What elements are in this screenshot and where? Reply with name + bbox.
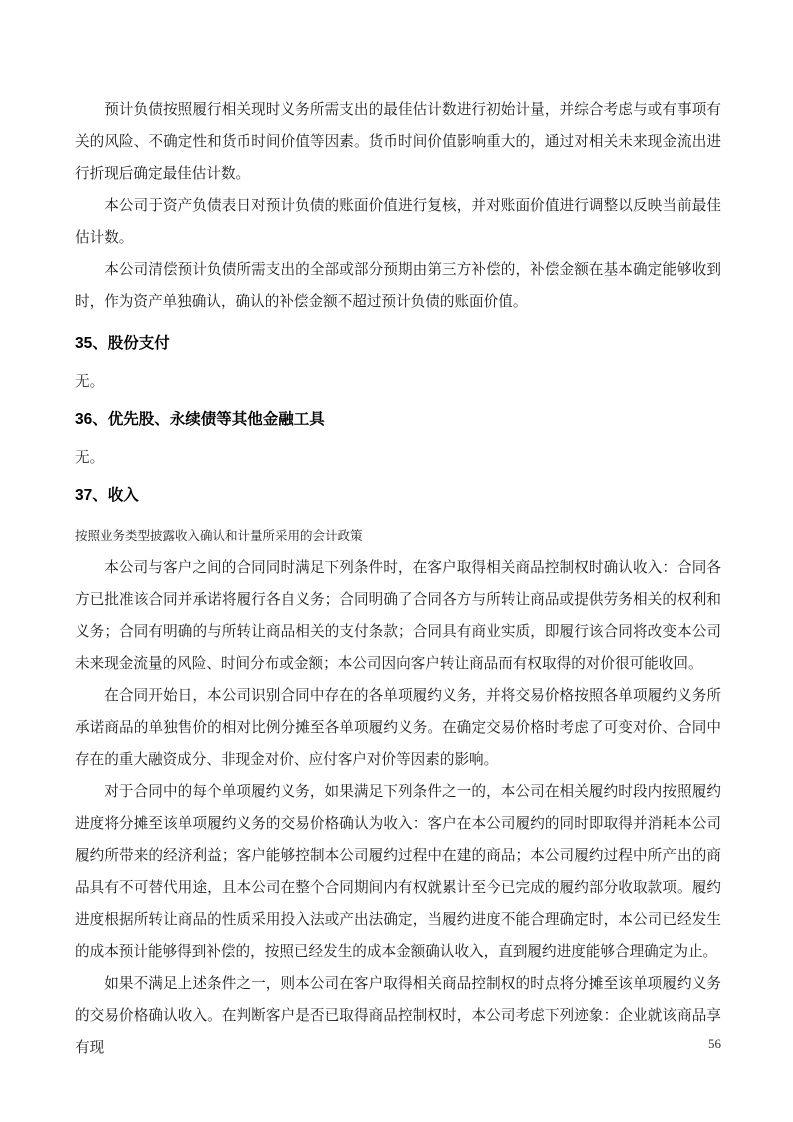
page-number: 56 (708, 1036, 721, 1051)
none-text-other-financial-instruments: 无。 (75, 450, 105, 466)
section-heading-preferred-shares-perpetual-bonds: 36、优先股、永续债等其他金融工具 (75, 411, 325, 428)
paragraph-over-time-recognition: 对于合同中的每个单项履约义务，如果满足下列条件之一的，本公司在相关履约时段内按照履约进度将分摊至该单项履约义务的交易价格确认为收入：客户在本公司履约的同时即取得并消耗本公司履约所带来的经济利益；客户能够控制本公司履约过程中在建的商品；本公司履约过程中所产出的商品具有不可替代用途，且本公司在整个合同期间内有权就累计至今已完成的履约部分收取款项。履约进度根据所转让商品的性质采用投入法或产出法确定，当履约进度不能合理确定时，本公司已经发生的成本预计能够得到补偿的，按照已经发生的成本金额确认收入，直到履约进度能够合理确定为止。 (75, 784, 721, 960)
none-text-share-based-payment: 无。 (75, 374, 105, 390)
paragraph-provision-review: 本公司于资产负债表日对预计负债的账面价值进行复核，并对账面价值进行调整以反映当前最佳估计数。 (75, 198, 721, 246)
paragraph-provision-initial-measurement: 预计负债按照履行相关现时义务所需支出的最佳估计数进行初始计量，并综合考虑与或有事项有关的风险、不确定性和货币时间价值等因素。货币时间价值影响重大的，通过对相关未来现金流出进行折现后确定最佳估计数。 (75, 102, 721, 182)
document-content (75, 0, 721, 1064)
paragraph-point-in-time-recognition: 如果不满足上述条件之一，则本公司在客户取得相关商品控制权的时点将分摊至该单项履约义务的交易价格确认收入。在判断客户是否已取得商品控制权时，本公司考虑下列迹象：企业就该商品享有现 (75, 976, 721, 1056)
paragraph-revenue-recognition-conditions: 本公司与客户之间的合同同时满足下列条件时，在客户取得相关商品控制权时确认收入：合同各方已批准该合同并承诺将履行各自义务；合同明确了合同各方与所转让商品或提供劳务相关的权利和义务；合同有明确的与所转让商品相关的支付条款；合同具有商业实质，即履行该合同将改变本公司未来现金流量的风险、时间分布或金额；本公司因向客户转让商品而有权取得的对价很可能收回。 (75, 560, 721, 672)
section-heading-share-based-payment: 35、股份支付 (75, 335, 170, 352)
revenue-policy-note: 按照业务类型披露收入确认和计量所采用的会计政策 (75, 529, 363, 543)
paragraph-performance-obligations-allocation: 在合同开始日，本公司识别合同中存在的各单项履约义务，并将交易价格按照各单项履约义务所承诺商品的单独售价的相对比例分摊至各单项履约义务。在确定交易价格时考虑了可变对价、合同中存在的重大融资成分、非现金对价、应付客户对价等因素的影响。 (75, 688, 721, 768)
section-heading-revenue: 37、收入 (75, 487, 139, 504)
paragraph-provision-reimbursement: 本公司清偿预计负债所需支出的全部或部分预期由第三方补偿的，补偿金额在基本确定能够收到时，作为资产单独确认，确认的补偿金额不超过预计负债的账面价值。 (75, 262, 721, 310)
